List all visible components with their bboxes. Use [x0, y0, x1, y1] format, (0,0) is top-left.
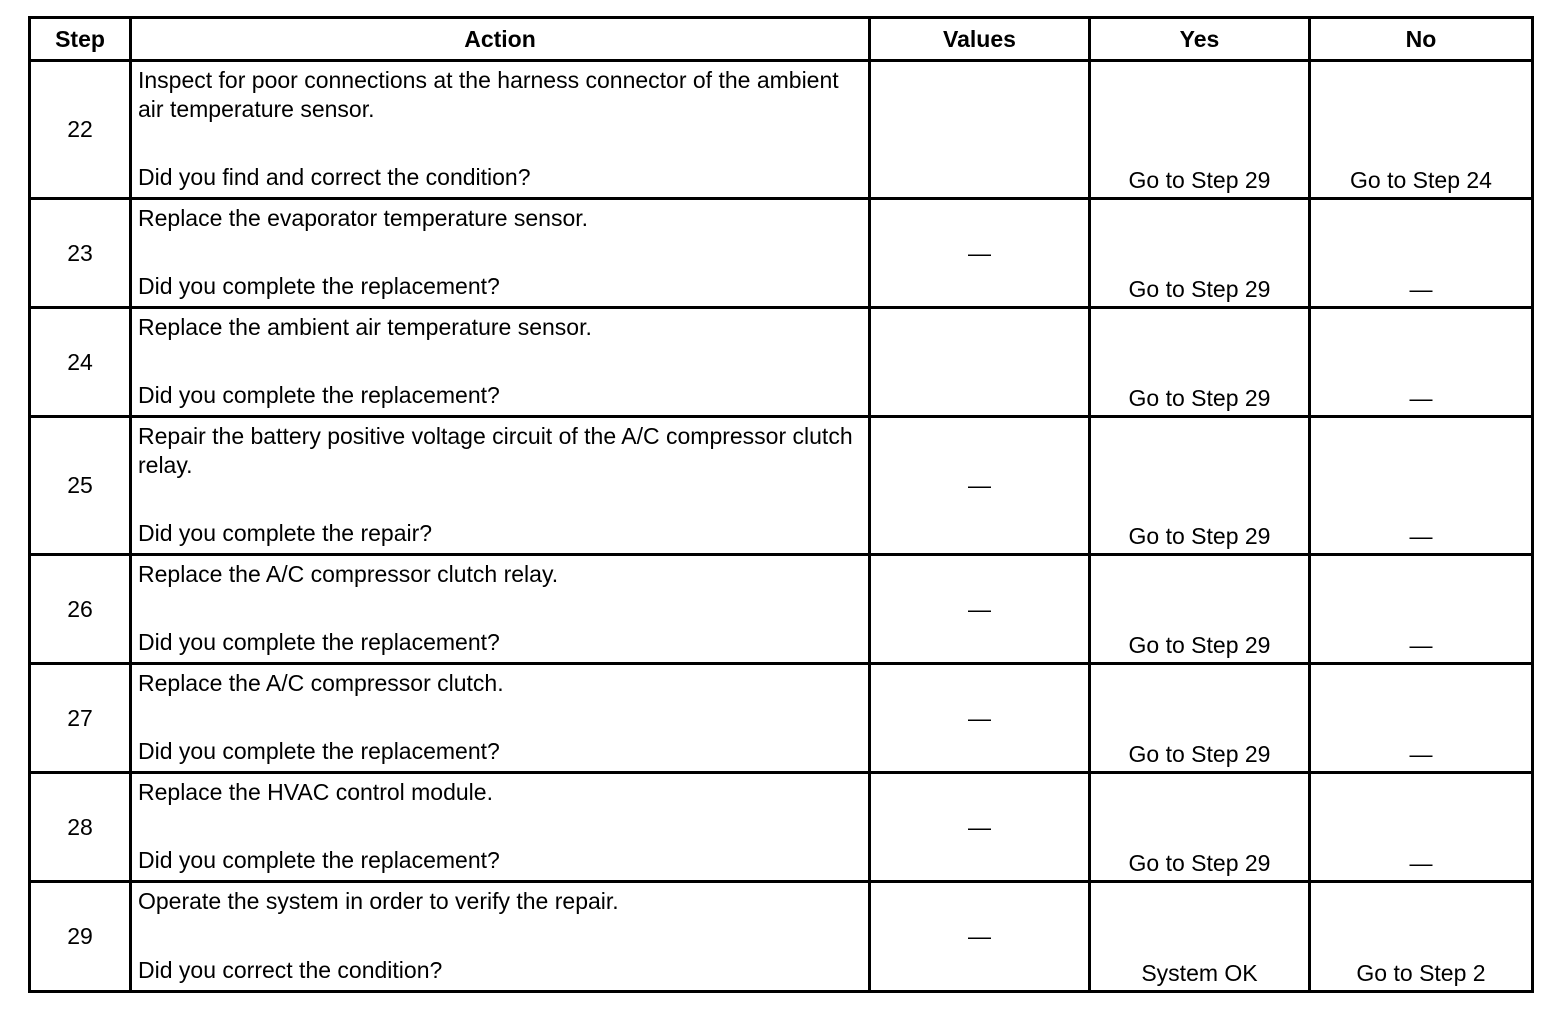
action-question: Did you complete the replacement?: [138, 382, 500, 408]
step-number: 27: [30, 664, 131, 773]
yes-cell: Go to Step 29: [1090, 417, 1310, 555]
values-cell: —: [870, 882, 1090, 992]
values-cell: —: [870, 417, 1090, 555]
header-values: Values: [870, 18, 1090, 61]
action-question: Did you complete the replacement?: [138, 738, 500, 764]
table-row: [30, 773, 1533, 882]
action-instruction: Replace the evaporator temperature sensor.: [138, 205, 589, 231]
values-cell: —: [870, 664, 1090, 773]
table-row: [30, 664, 1533, 773]
action-cell: [131, 61, 870, 199]
action-question: Did you complete the replacement?: [138, 629, 500, 655]
action-cell: [131, 773, 870, 882]
yes-cell: Go to Step 29: [1090, 664, 1310, 773]
yes-cell: System OK: [1090, 882, 1310, 992]
header-step: Step: [30, 18, 131, 61]
header-yes: Yes: [1090, 18, 1310, 61]
values-cell: —: [870, 555, 1090, 664]
yes-cell: Go to Step 29: [1090, 555, 1310, 664]
step-number: 24: [30, 308, 131, 417]
yes-cell: Go to Step 29: [1090, 308, 1310, 417]
table-row: [30, 417, 1533, 555]
values-cell: —: [870, 773, 1090, 882]
action-cell: [131, 882, 870, 992]
step-number: 28: [30, 773, 131, 882]
action-cell: [131, 664, 870, 773]
step-number: 25: [30, 417, 131, 555]
no-cell: Go to Step 2: [1310, 882, 1533, 992]
no-cell: —: [1310, 773, 1533, 882]
no-cell: —: [1310, 555, 1533, 664]
action-question: Did you find and correct the condition?: [138, 164, 531, 190]
table-row: [30, 199, 1533, 308]
no-cell: —: [1310, 664, 1533, 773]
action-cell: [131, 199, 870, 308]
table-row: [30, 61, 1533, 199]
action-instruction: Repair the battery positive voltage circuit of the A/C compressor clutch relay.: [138, 423, 853, 478]
step-number: 29: [30, 882, 131, 992]
values-cell: —: [870, 199, 1090, 308]
action-question: Did you correct the condition?: [138, 957, 443, 983]
yes-cell: Go to Step 29: [1090, 199, 1310, 308]
no-cell: —: [1310, 417, 1533, 555]
header-action: Action: [131, 18, 870, 61]
action-question: Did you complete the replacement?: [138, 847, 500, 873]
action-instruction: Replace the ambient air temperature sensor.: [138, 314, 592, 340]
table-row: [30, 882, 1533, 992]
action-instruction: Replace the A/C compressor clutch relay.: [138, 561, 559, 587]
table-row: [30, 555, 1533, 664]
no-cell: Go to Step 24: [1310, 61, 1533, 199]
step-number: 23: [30, 199, 131, 308]
values-cell: [870, 61, 1090, 199]
no-cell: —: [1310, 308, 1533, 417]
yes-cell: Go to Step 29: [1090, 61, 1310, 199]
header-no: No: [1310, 18, 1533, 61]
action-question: Did you complete the repair?: [138, 520, 433, 546]
action-instruction: Operate the system in order to verify the repair.: [138, 888, 619, 914]
action-instruction: Replace the HVAC control module.: [138, 779, 493, 805]
yes-cell: Go to Step 29: [1090, 773, 1310, 882]
action-question: Did you complete the replacement?: [138, 273, 500, 299]
step-number: 22: [30, 61, 131, 199]
header-row: [30, 18, 1533, 61]
values-cell: [870, 308, 1090, 417]
no-cell: —: [1310, 199, 1533, 308]
action-instruction: Replace the A/C compressor clutch.: [138, 670, 504, 696]
step-number: 26: [30, 555, 131, 664]
action-instruction: Inspect for poor connections at the harness connector of the ambient air temperature sensor.: [138, 67, 839, 122]
action-cell: [131, 308, 870, 417]
table-row: [30, 308, 1533, 417]
action-cell: [131, 555, 870, 664]
action-cell: [131, 417, 870, 555]
diagnostic-table: [28, 16, 1534, 993]
